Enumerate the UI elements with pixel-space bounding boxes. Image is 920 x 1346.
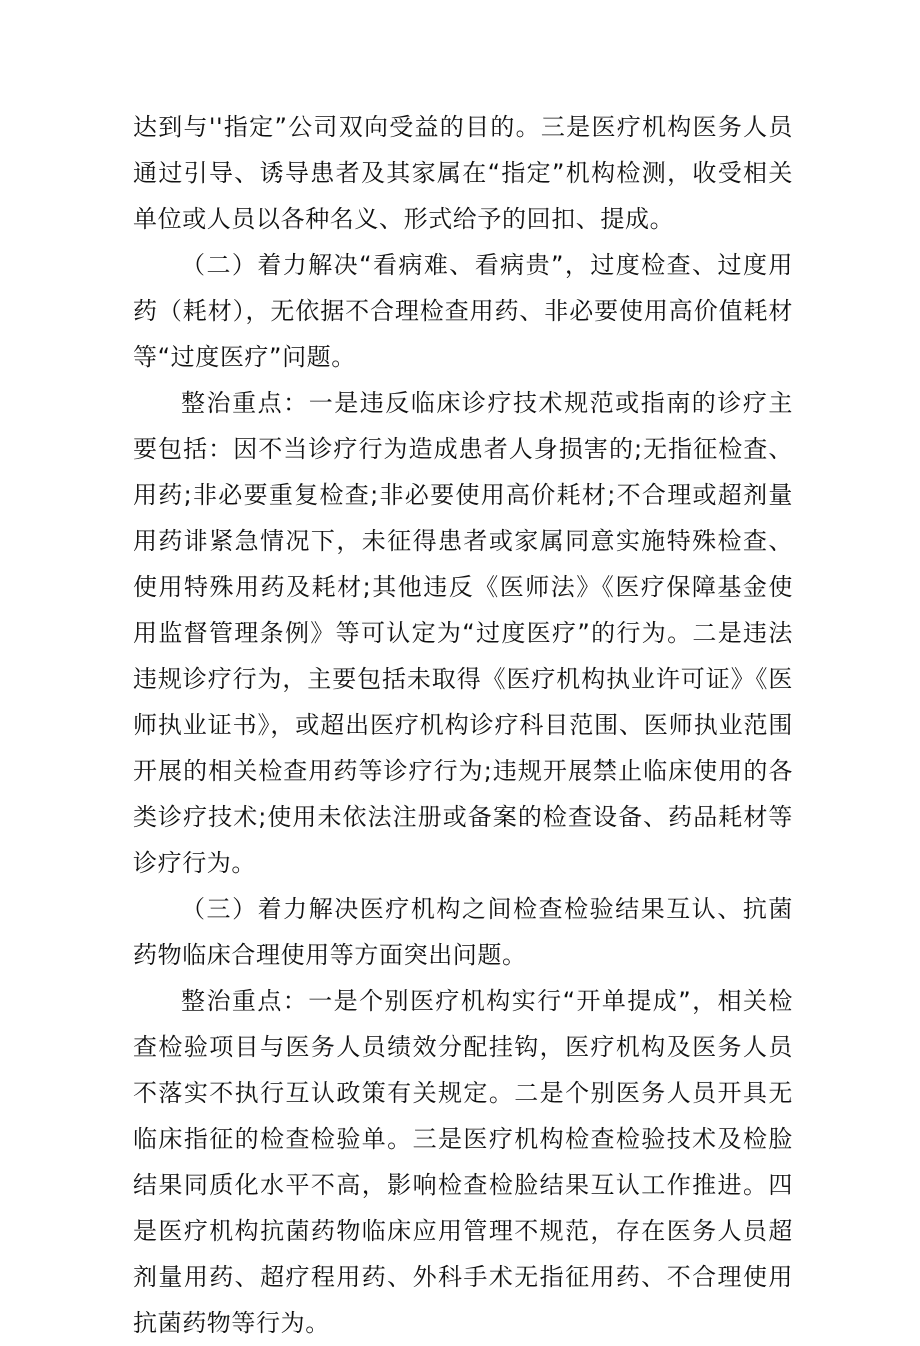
document-body xyxy=(133,104,793,1346)
paragraph-1: 达到与''指定”公司双向受益的目的。三是医疗机构医务人员通过引导、诱导患者及其家属在“指定”机构检测，收受相关单位或人员以各种名义、形式给予的回扣、提成。 xyxy=(133,113,793,233)
paragraph-2: （二）着力解决“看病难、看病贵”，过度检查、过度用药（耗材），无依据不合理检查用药、非必要使用高价值耗材等“过度医疗”问题。 xyxy=(133,251,793,371)
paragraph-5: 整治重点：一是个别医疗机构实行“开单提成”，相关检查检验项目与医务人员绩效分配挂钩，医疗机构及医务人员不落实不执行互认政策有关规定。二是个别医务人员开具无临床指征的检查检验单。三是医疗机构检查检验技术及检脸结果同质化水平不高，影响检查检脸结果互认工作推进。四是医疗机构抗菌药物临床应用管理不规范，存在医务人员超剂量用药、超疗程用药、外科手术无指征用药、不合理使用抗菌药物等行为。 xyxy=(133,987,793,1337)
paragraph-3: 整治重点：一是违反临床诊疗技术规范或指南的诊疗主要包括：因不当诊疗行为造成患者人身损害的;无指征检査、用药;非必要重复检查;非必要使用高价耗材;不合理或超剂量用药诽紧急情况下，未征得患者或家属同意实施特殊检查、使用特殊用药及耗材;其他违反《医师法》《医疗保障基金使用监督管理条例》等可认定为“过度医疗”的行为。二是违法违规诊疗行为，主要包括未取得《医疗机构执业许可证》《医师执业证书》，或超出医疗机构诊疗科目范围、医师执业范围开展的相关检查用药等诊疗行为;违规开展禁止临床使用的各类诊疗技术;使用未依法注册或备案的检查设备、药品耗材等诊疗行为。 xyxy=(133,389,793,877)
paragraph-4: （三）着力解决医疗机构之间检查检验结果互认、抗菌药物临床合理使用等方面突出问题。 xyxy=(133,895,793,969)
